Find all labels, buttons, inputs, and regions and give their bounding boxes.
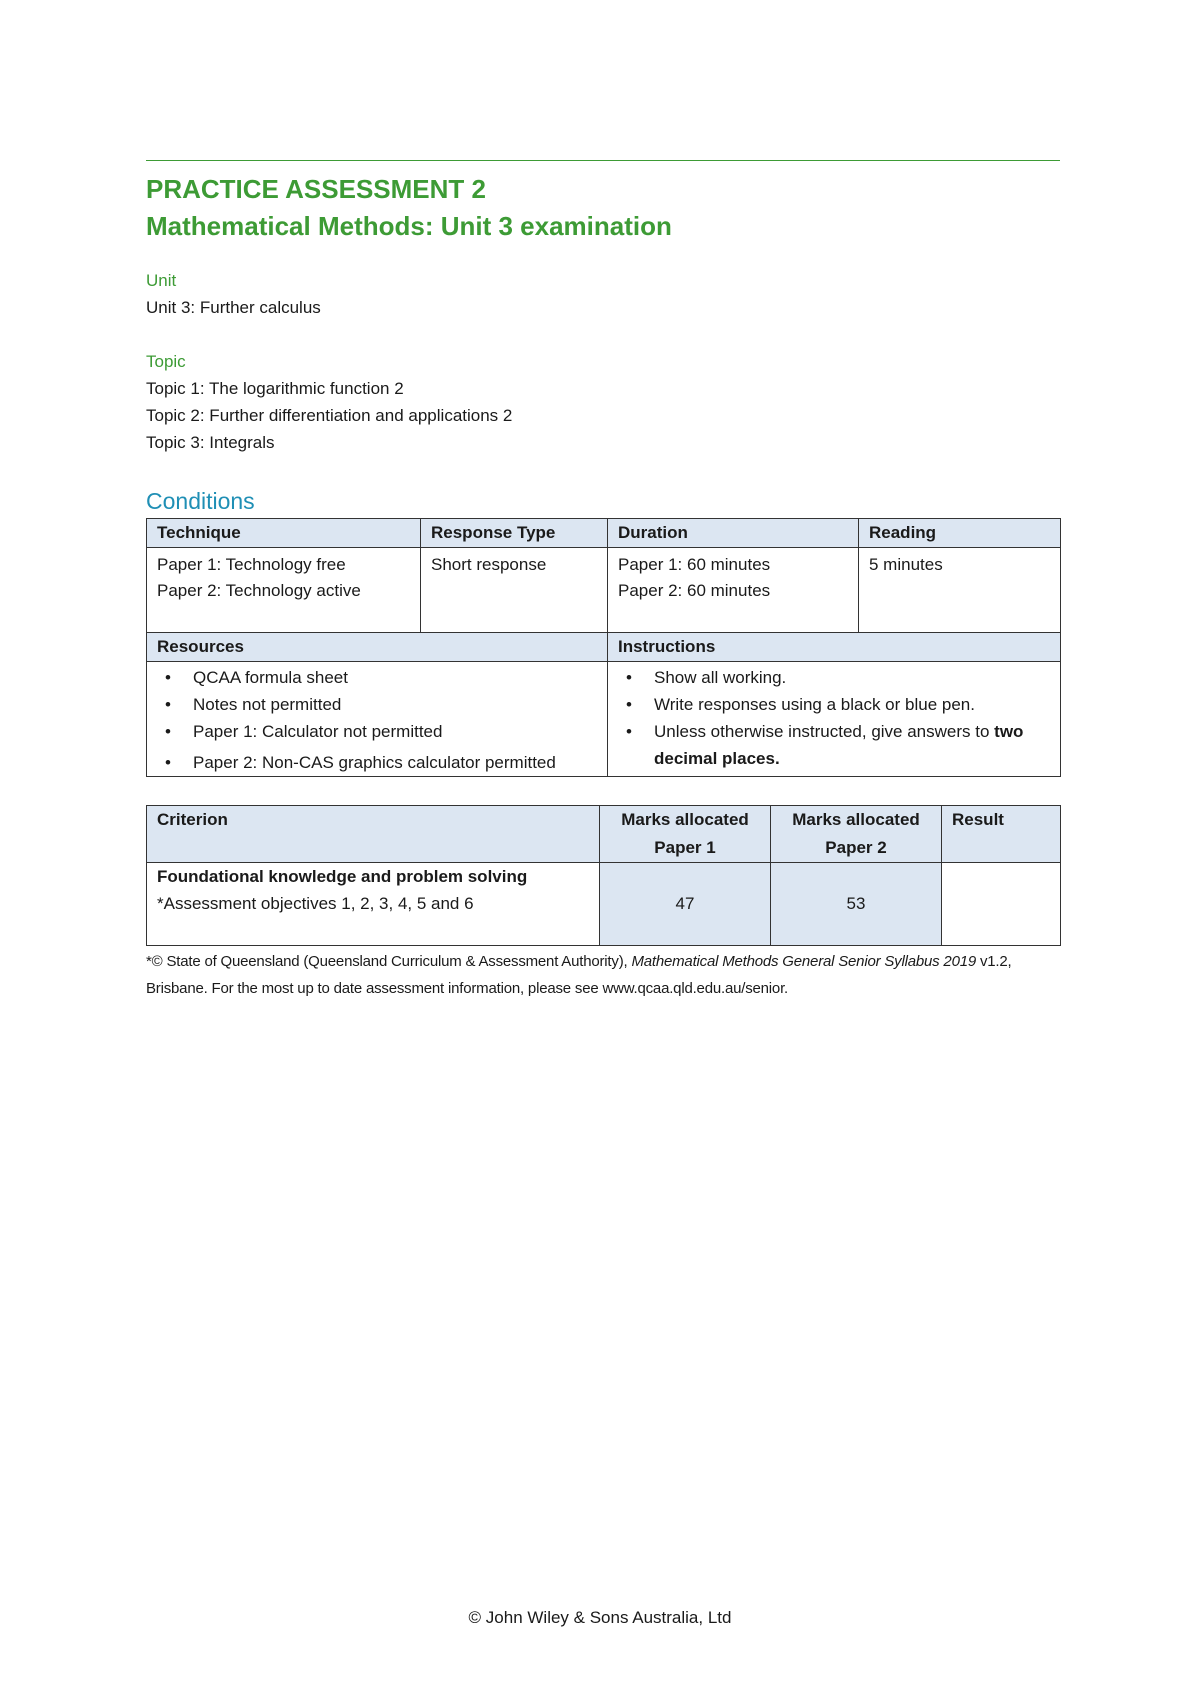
unit-label: Unit [146, 271, 177, 290]
criterion-header: Criterion [147, 806, 600, 863]
technique-cell [147, 548, 421, 633]
document-page [146, 160, 1060, 1002]
duration-cell [608, 548, 859, 633]
resources-list [157, 664, 597, 776]
instruction-text: Unless otherwise instructed, give answers to [654, 722, 995, 741]
reading-cell: 5 minutes [859, 548, 1061, 633]
copyright-footer: © John Wiley & Sons Australia, Ltd [468, 1608, 732, 1627]
footnote-text: v1.2, Brisbane. For the most up to date assessment information, please see www.qcaa.qld.edu.au/senior. [146, 953, 1012, 997]
technique-line: Paper 2: Technology active [157, 581, 361, 600]
technique-line: Paper 1: Technology free [157, 555, 346, 574]
response-type-cell: Short response [421, 548, 608, 633]
criteria-table [146, 805, 1061, 946]
header-line: Paper 2 [825, 838, 887, 857]
list-item [618, 718, 1050, 772]
paper1-marks-header [600, 806, 771, 863]
instructions-list [618, 664, 1050, 772]
unit-value: Unit 3: Further calculus [146, 298, 321, 317]
duration-line: Paper 1: 60 minutes [618, 555, 771, 574]
duration-line: Paper 2: 60 minutes [618, 581, 771, 600]
topic-item: Topic 1: The logarithmic function 2 [146, 379, 404, 398]
header-line: Marks allocated [621, 810, 749, 829]
instructions-cell [608, 662, 1061, 777]
list-item: • Paper 1: Calculator not permitted [157, 718, 597, 745]
page-title: PRACTICE ASSESSMENT 2 [146, 174, 486, 204]
instructions-header: Instructions [608, 633, 1061, 662]
topic-label: Topic [146, 352, 186, 371]
duration-header: Duration [608, 519, 859, 548]
response-type-header: Response Type [421, 519, 608, 548]
footnote-syllabus-title: Mathematical Methods General Senior Syllabus 2019 [631, 953, 976, 970]
footnote-text: *© State of Queensland (Queensland Curriculum & Assessment Authority), [146, 953, 632, 970]
paper2-marks: 53 [771, 863, 942, 946]
list-item: • Write responses using a black or blue pen. [618, 691, 1050, 718]
resources-header: Resources [147, 633, 608, 662]
header-line: Marks allocated [792, 810, 920, 829]
instruction-emphasis: two decimal places. [654, 722, 1024, 768]
list-item: • Notes not permitted [157, 691, 597, 718]
page-subtitle: Mathematical Methods: Unit 3 examination [146, 211, 672, 241]
criterion-name: Foundational knowledge and problem solving [157, 867, 528, 886]
list-item: • Show all working. [618, 664, 1050, 691]
result-cell [942, 863, 1061, 946]
reading-header: Reading [859, 519, 1061, 548]
paper1-marks: 47 [600, 863, 771, 946]
criterion-objectives: *Assessment objectives 1, 2, 3, 4, 5 and 6 [157, 894, 474, 913]
criterion-cell [147, 863, 600, 946]
header-rule [146, 160, 1060, 161]
topic-item: Topic 2: Further differentiation and applications 2 [146, 406, 513, 425]
technique-header: Technique [147, 519, 421, 548]
topic-item: Topic 3: Integrals [146, 433, 275, 452]
result-header: Result [942, 806, 1061, 863]
resources-cell [147, 662, 608, 777]
list-item: • QCAA formula sheet [157, 664, 597, 691]
conditions-table [146, 518, 1061, 777]
conditions-heading: Conditions [146, 488, 255, 514]
list-item: • Paper 2: Non-CAS graphics calculator permitted [157, 749, 597, 776]
footnote [146, 948, 1060, 1002]
paper2-marks-header [771, 806, 942, 863]
header-line: Paper 1 [654, 838, 716, 857]
